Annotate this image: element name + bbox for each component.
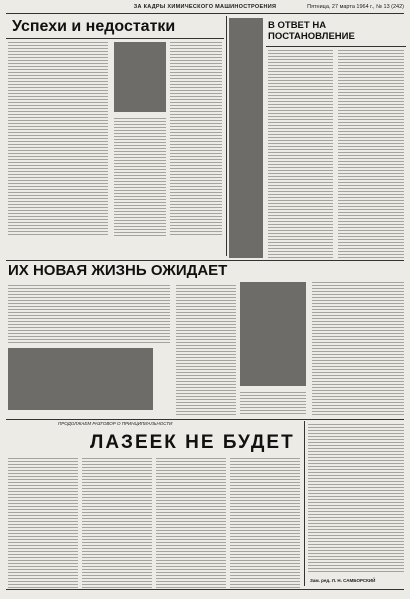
new-life-headline: ИХ НОВАЯ ЖИЗНЬ ОЖИДАЕТ [8,262,228,279]
masthead [6,3,404,14]
reply-headline: В ОТВЕТ НА ПОСТАНОВЛЕНИЕ [268,20,355,42]
group-photo [8,348,153,410]
continue-kicker: ПРОДОЛЖАЕМ РАЗГОВОР О ПРИНЦИПИАЛЬНОСТИ [58,421,173,426]
success-text [8,42,108,237]
column-illustration [229,18,263,258]
reply-text [268,50,333,258]
no-loophole-text [8,458,78,590]
success-headline: Успехи и недостатки [12,18,176,35]
masthead-title: ЗА КАДРЫ ХИМИЧЕСКОГО МАШИНОСТРОЕНИЯ [133,4,277,10]
masthead-date: Пятница, 27 марта 1964 г., № 13 (242) [307,4,404,10]
editor-signature: Зам. ред. Л. Н. САМБОРСКИЙ [310,578,376,583]
no-loophole-headline: ЛАЗЕЕК НЕ БУДЕТ [90,432,295,453]
portrait-photo [114,42,166,112]
new-life-text [8,285,170,345]
two-people-photo [240,282,306,386]
